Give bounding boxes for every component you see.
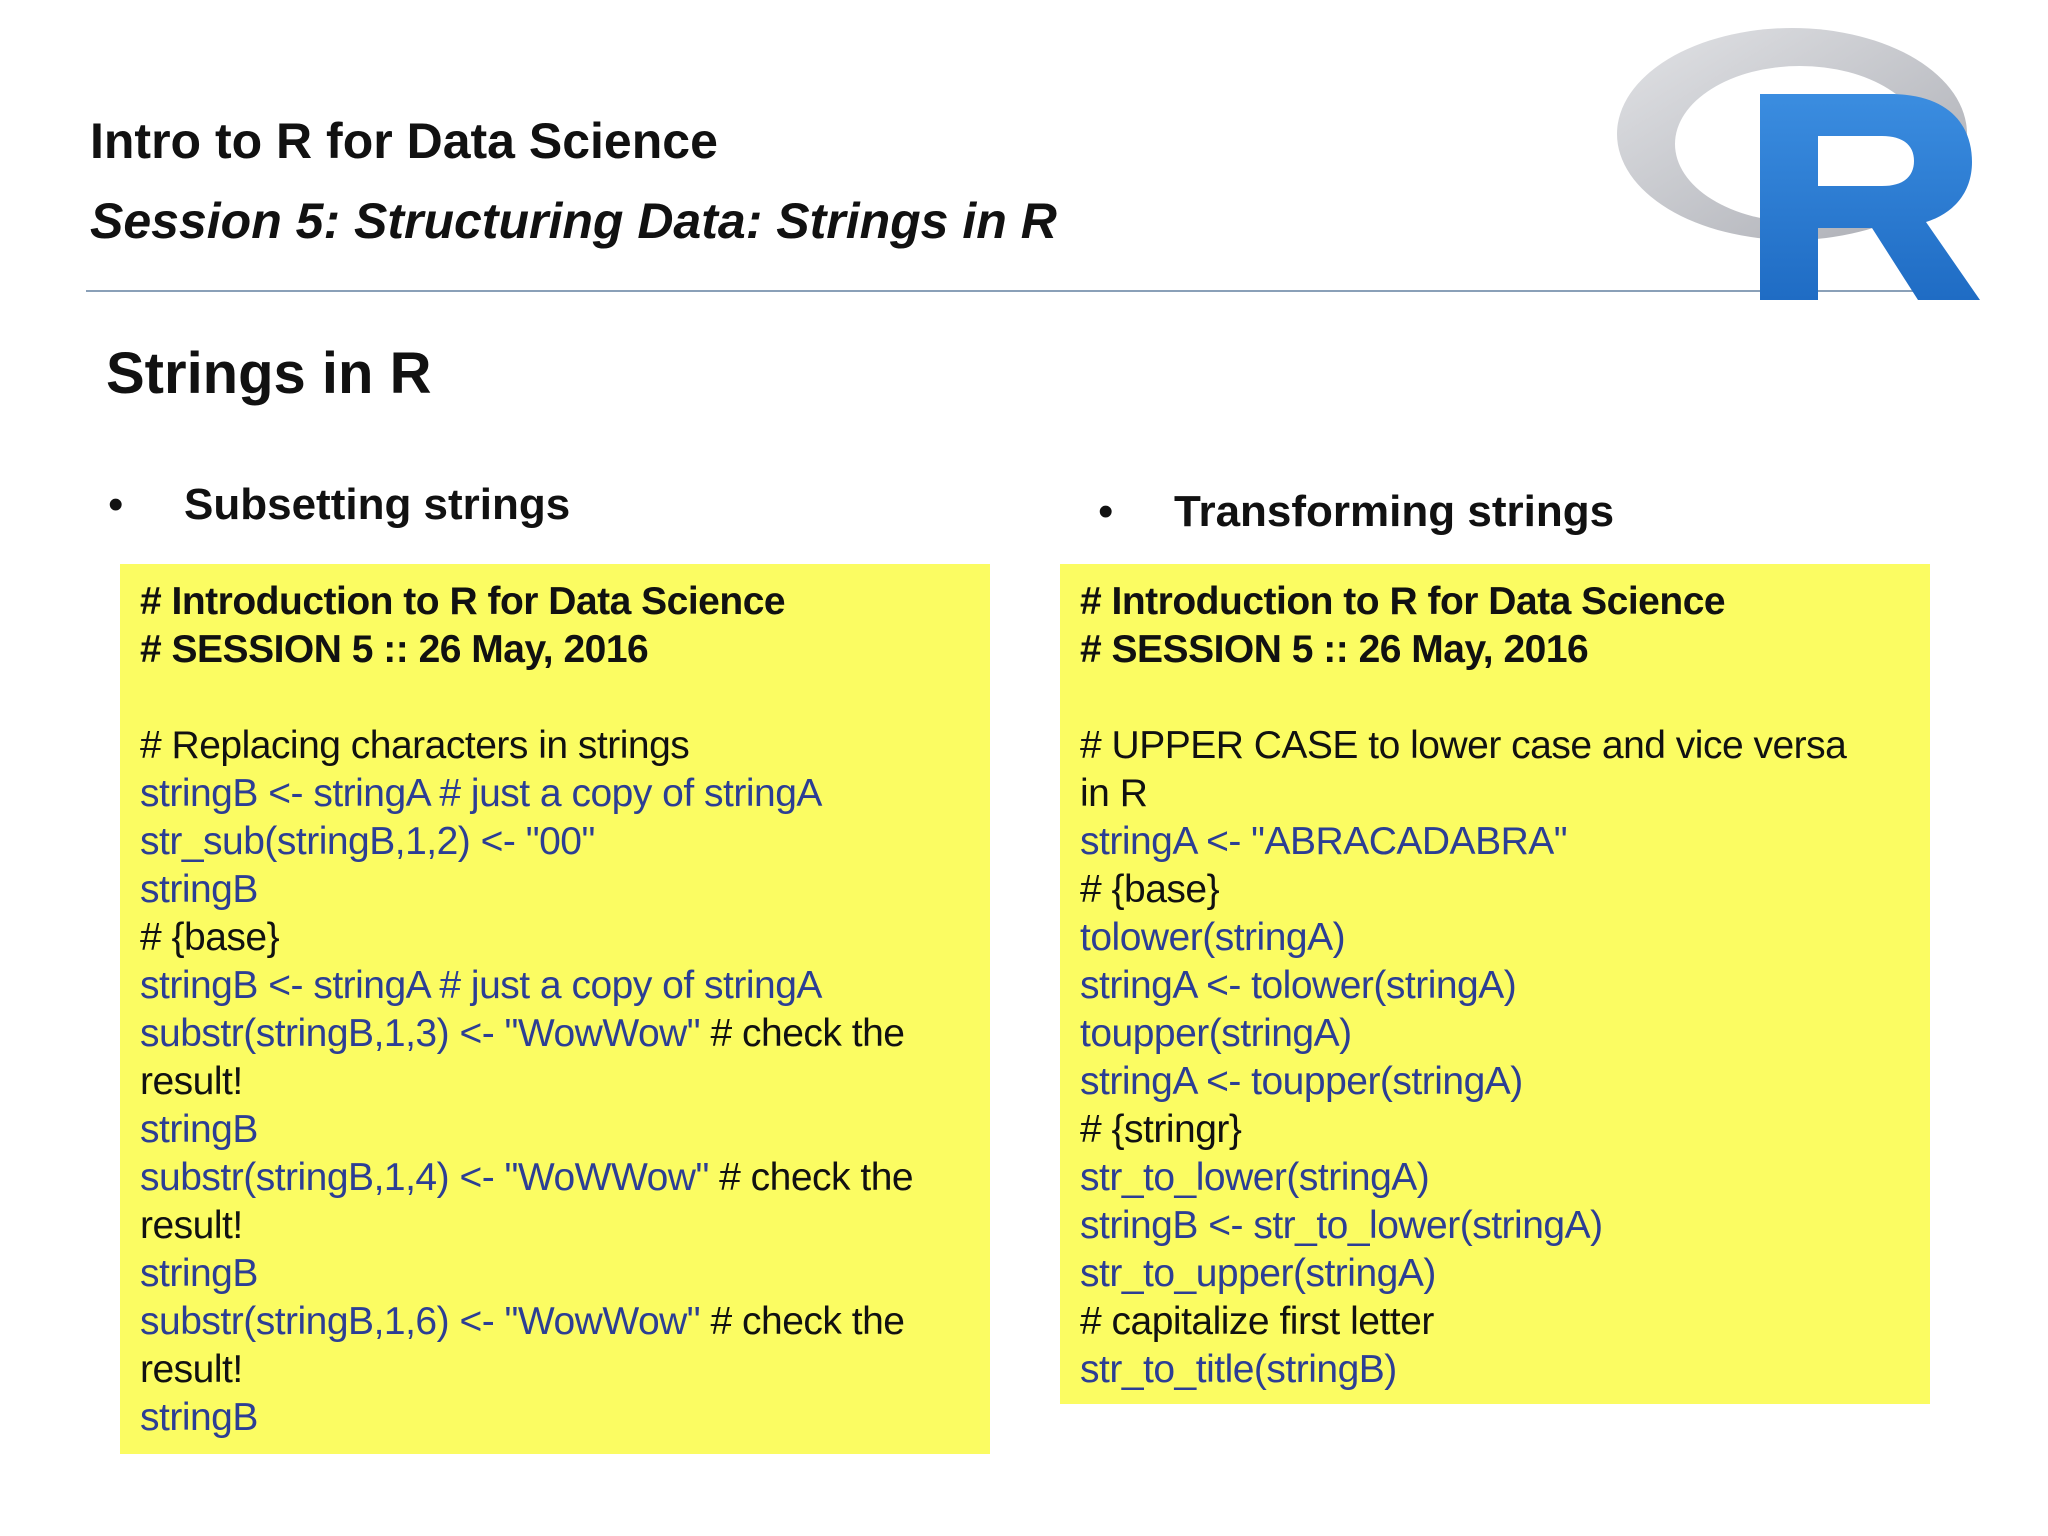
code-line-text: toupper(stringA): [1080, 1012, 1352, 1055]
code-line: [1080, 1154, 1930, 1202]
code-line: [1080, 818, 1930, 866]
code-line: [140, 578, 990, 626]
slide-heading: Strings in R: [106, 341, 432, 406]
code-line-text: # Introduction to R for Data Science: [1080, 580, 1726, 623]
code-line-comment: # check the: [708, 1156, 914, 1199]
code-line: [140, 674, 990, 722]
code-line-text: str_to_title(stringB): [1080, 1348, 1397, 1391]
code-line: [1080, 674, 1930, 722]
code-line-text: result!: [140, 1060, 243, 1103]
code-line-text: stringB: [140, 1252, 258, 1295]
code-line: [140, 1250, 990, 1298]
code-line: [1080, 1346, 1930, 1394]
code-line: [1080, 578, 1930, 626]
code-line-text: tolower(stringA): [1080, 916, 1346, 959]
code-line: [1080, 1106, 1930, 1154]
code-line: [140, 1298, 990, 1346]
code-line-text: stringB <- stringA # just a copy of stringA: [140, 964, 822, 1007]
code-line: [140, 962, 990, 1010]
code-line-text: str_sub(stringB,1,2) <- "00": [140, 820, 595, 863]
code-line-text: stringA <- toupper(stringA): [1080, 1060, 1523, 1103]
code-line: [140, 1346, 990, 1394]
code-line-text: str_to_lower(stringA): [1080, 1156, 1430, 1199]
code-line-text: # SESSION 5 :: 26 May, 2016: [140, 628, 649, 671]
bullet-dot: •: [108, 480, 124, 529]
r-logo-letter: [1760, 94, 1980, 300]
slide-subtitle: Session 5: Structuring Data: Strings in R: [90, 193, 1057, 249]
code-line: [140, 1202, 990, 1250]
code-line: [140, 1154, 990, 1202]
code-line-text: substr(stringB,1,4) <- "WoWWow": [140, 1156, 709, 1199]
code-line-text: # {stringr}: [1080, 1108, 1242, 1151]
code-line-text: str_to_upper(stringA): [1080, 1252, 1436, 1295]
code-line-text: stringA <- "ABRACADABRA": [1080, 820, 1568, 863]
code-line-text: # {base}: [140, 916, 280, 959]
code-line-text: in R: [1080, 772, 1148, 815]
code-line-text: stringA <- tolower(stringA): [1080, 964, 1517, 1007]
code-line: [1080, 722, 1930, 770]
bullet-dot: •: [1098, 487, 1114, 536]
code-line: [1080, 1202, 1930, 1250]
bullet-subsetting-label: Subsetting strings: [184, 480, 571, 529]
code-line-comment: # check the: [700, 1300, 905, 1343]
code-line: [140, 1010, 990, 1058]
code-box-subsetting: [120, 564, 990, 1454]
code-line: [1080, 626, 1930, 674]
code-line-text: # UPPER CASE to lower case and vice versa: [1080, 724, 1847, 767]
code-line-text: result!: [140, 1204, 243, 1247]
code-line: [1080, 1250, 1930, 1298]
code-line: [140, 914, 990, 962]
code-line-text: # Introduction to R for Data Science: [140, 580, 786, 623]
code-line-text: stringB <- str_to_lower(stringA): [1080, 1204, 1603, 1247]
code-line: [140, 818, 990, 866]
code-line: [1080, 1010, 1930, 1058]
code-line: [1080, 866, 1930, 914]
code-line-text: # SESSION 5 :: 26 May, 2016: [1080, 628, 1589, 671]
code-line-text: stringB <- stringA # just a copy of stringA: [140, 772, 822, 815]
code-line: [140, 626, 990, 674]
code-line: [140, 866, 990, 914]
code-line: [140, 1394, 990, 1442]
code-line: [1080, 962, 1930, 1010]
code-line: [140, 1106, 990, 1154]
code-line-text: substr(stringB,1,3) <- "WowWow": [140, 1012, 701, 1055]
slide-title: Intro to R for Data Science: [90, 113, 718, 169]
code-line-text: # capitalize first letter: [1080, 1300, 1434, 1343]
code-line-text: result!: [140, 1348, 243, 1391]
code-line: [1080, 1298, 1930, 1346]
r-logo: [1600, 14, 1980, 314]
code-line: [140, 722, 990, 770]
code-box-transforming: [1060, 564, 1930, 1404]
code-line-text: substr(stringB,1,6) <- "WowWow": [140, 1300, 701, 1343]
code-line: [140, 1058, 990, 1106]
code-line-text: # Replacing characters in strings: [140, 724, 690, 767]
code-line-text: stringB: [140, 1108, 258, 1151]
code-line-text: stringB: [140, 1396, 258, 1439]
code-line: [1080, 770, 1930, 818]
code-line: [1080, 1058, 1930, 1106]
code-line: [1080, 914, 1930, 962]
code-line-text: stringB: [140, 868, 258, 911]
code-line-text: # {base}: [1080, 868, 1220, 911]
code-line: [140, 770, 990, 818]
code-line-comment: # check the: [700, 1012, 905, 1055]
bullet-transforming-label: Transforming strings: [1174, 487, 1615, 536]
